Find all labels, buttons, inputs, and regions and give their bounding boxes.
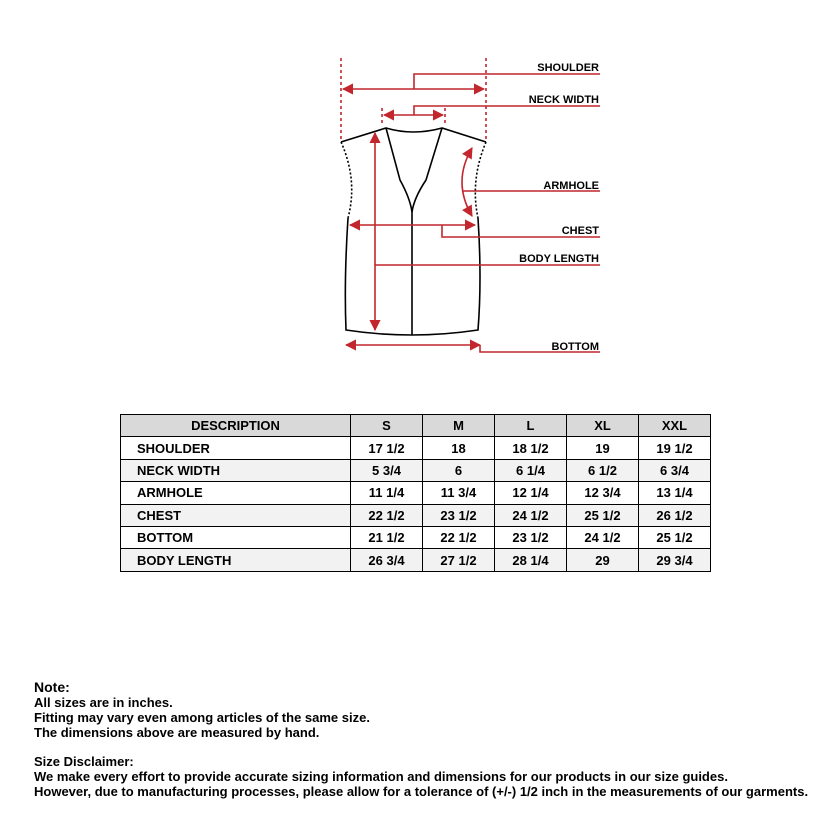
cell-value: 24 1/2 [495, 504, 567, 526]
cell-value: 6 1/2 [567, 459, 639, 481]
chest-label: CHEST [561, 225, 599, 237]
header-size-s: S [351, 415, 423, 437]
cell-value: 22 1/2 [351, 504, 423, 526]
cell-value: 11 1/4 [351, 482, 423, 504]
cell-value: 18 1/2 [495, 437, 567, 459]
cell-value: 25 1/2 [567, 504, 639, 526]
cell-value: 21 1/2 [351, 526, 423, 548]
bottom-label: BOTTOM [551, 341, 599, 353]
disclaimer-title: Size Disclaimer: [34, 754, 134, 769]
table-row [121, 504, 711, 526]
cell-value: 26 3/4 [351, 549, 423, 571]
table-row [121, 482, 711, 504]
cell-value: 12 3/4 [567, 482, 639, 504]
cell-value: 23 1/2 [423, 504, 495, 526]
cell-value: 17 1/2 [351, 437, 423, 459]
shoulder-label: SHOULDER [537, 62, 599, 74]
cell-value: 13 1/4 [639, 482, 711, 504]
cell-value: 18 [423, 437, 495, 459]
vest-measurement-diagram [0, 0, 825, 380]
header-size-xxl: XXL [639, 415, 711, 437]
cell-value: 19 [567, 437, 639, 459]
neck-width-label: NECK WIDTH [528, 94, 599, 106]
note-line: Fitting may vary even among articles of the same size. [34, 710, 370, 725]
size-chart-table [120, 414, 711, 572]
cell-value: 6 3/4 [639, 459, 711, 481]
header-description: DESCRIPTION [121, 415, 351, 437]
spacer [34, 740, 814, 754]
note-title: Note: [34, 679, 70, 695]
cell-value: 28 1/4 [495, 549, 567, 571]
armhole-label: ARMHOLE [543, 180, 599, 192]
cell-value: 29 [567, 549, 639, 571]
note-line: The dimensions above are measured by hand. [34, 725, 320, 740]
row-description: BOTTOM [121, 526, 351, 548]
row-description: SHOULDER [121, 437, 351, 459]
cell-value: 6 [423, 459, 495, 481]
header-size-xl: XL [567, 415, 639, 437]
neck-width-measure [382, 106, 600, 126]
cell-value: 5 3/4 [351, 459, 423, 481]
table-row [121, 437, 711, 459]
header-size-l: L [495, 415, 567, 437]
table-row [121, 549, 711, 571]
notes-section [34, 679, 814, 799]
cell-value: 6 1/4 [495, 459, 567, 481]
body-length-label: BODY LENGTH [519, 253, 599, 265]
header-size-m: M [423, 415, 495, 437]
cell-value: 23 1/2 [495, 526, 567, 548]
row-description: NECK WIDTH [121, 459, 351, 481]
note-line: All sizes are in inches. [34, 695, 173, 710]
row-description: ARMHOLE [121, 482, 351, 504]
table-row [121, 526, 711, 548]
disclaimer-line: We make every effort to provide accurate sizing information and dimensions for our products in our size guides. [34, 769, 728, 784]
cell-value: 26 1/2 [639, 504, 711, 526]
cell-value: 25 1/2 [639, 526, 711, 548]
cell-value: 12 1/4 [495, 482, 567, 504]
row-description: CHEST [121, 504, 351, 526]
disclaimer-line: However, due to manufacturing processes, please allow for a tolerance of (+/-) 1/2 inch in the measurements of our garments. [34, 784, 809, 799]
cell-value: 24 1/2 [567, 526, 639, 548]
cell-value: 27 1/2 [423, 549, 495, 571]
table-row [121, 459, 711, 481]
cell-value: 19 1/2 [639, 437, 711, 459]
cell-value: 11 3/4 [423, 482, 495, 504]
table-header-row [121, 415, 711, 437]
vest-outline [341, 128, 486, 335]
row-description: BODY LENGTH [121, 549, 351, 571]
cell-value: 29 3/4 [639, 549, 711, 571]
cell-value: 22 1/2 [423, 526, 495, 548]
